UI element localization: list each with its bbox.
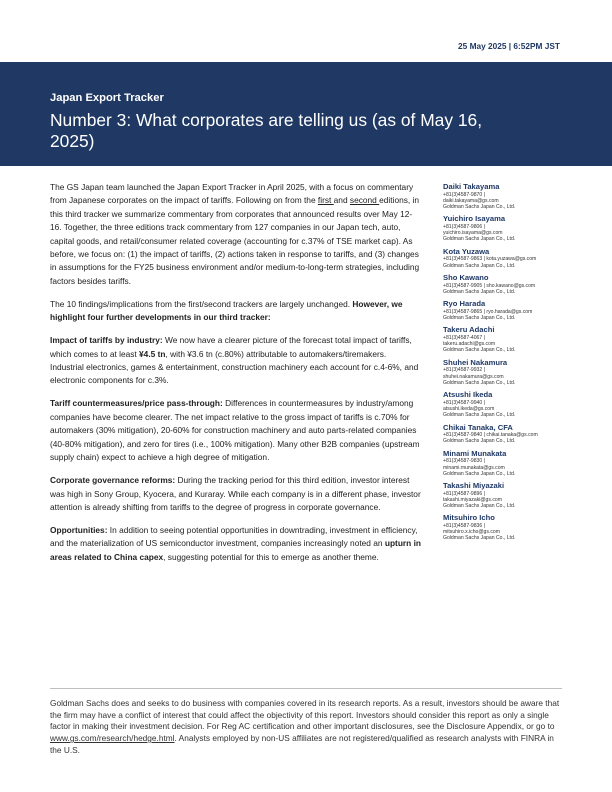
author-contact-line: Goldman Sachs Japan Co., Ltd. [443, 262, 516, 269]
author-contact-line: +81(3)4587-4067 | [443, 334, 485, 341]
author-name: Sho Kawano [443, 272, 489, 282]
author-contact-line: Goldman Sachs Japan Co., Ltd. [443, 204, 516, 210]
author-card [443, 214, 583, 242]
title-banner [0, 62, 612, 166]
report-body [50, 181, 421, 574]
summary-paragraph: The 10 findings/implications from the first/second trackers are largely unchanged. However, we highlight four further developments in our third tracker: [50, 298, 403, 323]
author-contact-line: +81(3)4587-9932 | [443, 367, 485, 374]
countermeasures-paragraph: Tariff countermeasures/price pass-through: Differences in countermeasures by industry/among companies have become clearer. The net impact relative to the gross impact of tariffs is c.70% for automakers (30% mitigation), 20-60% for construction machinery and auto parts-related companies (40-80% mitigation), and zero for tires (i.e., 100% mitigation). Many other B2B companies (upstream supply chain) expect to achieve a high degree of mitigation. [50, 398, 420, 463]
governance-heading: Corporate governance reforms: [50, 475, 176, 486]
author-name: Takashi Miyazaki [443, 481, 505, 491]
author-contact-line: shuhei.nakamura@gs.com [443, 373, 504, 380]
author-contact-line: takeru.adachi@gs.com [443, 341, 496, 348]
author-name: Kota Yuzawa [443, 246, 490, 256]
author-contact-line: Goldman Sachs Japan Co., Ltd. [443, 470, 516, 477]
opportunities-heading: Opportunities: [50, 524, 108, 535]
author-contact-line: Goldman Sachs Japan Co., Ltd. [443, 535, 516, 542]
disclosure-link[interactable]: www.gs.com/research/hedge.html [50, 733, 175, 744]
author-card [443, 449, 583, 477]
author-contact-line: +81(3)4587-9806 | [443, 223, 485, 230]
author-contact-line: +81(3)4587-9840 | chikai.tanaka@gs.com [443, 432, 538, 439]
author-card [443, 325, 583, 353]
page-title: Number 3: What corporates are telling us (as of May 16, 2025) [50, 110, 483, 151]
author-card [443, 247, 583, 269]
author-contact-line: Goldman Sachs Japan Co., Ltd. [443, 412, 516, 419]
author-contact-line: Goldman Sachs Japan Co., Ltd. [443, 236, 516, 243]
author-contact-line: +81(3)4587-9870 | [443, 191, 485, 198]
author-contact-line: Goldman Sachs Japan Co., Ltd. [443, 347, 516, 354]
intro-paragraph: The GS Japan team launched the Japan Export Tracker in April 2025, with a focus on commentary from Japanese corporates on the impact of tariffs. Following on from the first and second editions, in this third tracker we summarize commentary from corporates that announced results over May 12-16. Together, the three editions track commentary from 127 companies in our Japan tech, auto, capital goods, and retail/consumer related coverage (accounting for c.37% of TSE market cap). As before, we focus on: (1) the impact of tariffs, (2) actions taken in response to tariffs, and (3) changes in assumptions for the FY25 business environment and/or medium-to-long-term strategies, including factors besides tariffs. [50, 182, 420, 286]
author-contact-line: +81(3)4587-9905 | sho.kawano@gs.com [443, 282, 536, 289]
author-name: Chikai Tanaka, CFA [443, 422, 513, 432]
author-contact-line: atsushi.ikeda@gs.com [443, 405, 495, 412]
author-contact-line: +81(3)4587-9836 | [443, 523, 485, 530]
author-contact-line: mitsuhiro.x.icho@gs.com [443, 529, 500, 536]
author-card [443, 423, 583, 445]
author-card [443, 481, 583, 509]
author-name: Atsushi Ikeda [443, 390, 493, 400]
countermeasures-heading: Tariff countermeasures/price pass-through: [50, 398, 223, 409]
author-contact-line: Goldman Sachs Japan Co., Ltd. [443, 503, 516, 510]
author-contact-line: +81(3)4587-9940 | [443, 399, 485, 406]
author-contact-line: takashi.miyazaki@gs.com [443, 496, 502, 503]
author-name: Shuhei Nakamura [443, 357, 508, 367]
author-card [443, 299, 583, 321]
author-contact-line: daiki.takayama@gs.com [443, 197, 499, 204]
author-card [443, 273, 583, 295]
author-card [443, 513, 583, 541]
first-edition-link[interactable]: first [317, 195, 334, 206]
author-contact-line: minami.munakata@gs.com [443, 464, 505, 471]
author-card [443, 390, 583, 418]
series-name: Japan Export Tracker [50, 92, 164, 104]
author-contact-line: Goldman Sachs Japan Co., Ltd. [443, 288, 516, 295]
author-contact-line: Goldman Sachs Japan Co., Ltd. [443, 438, 516, 445]
author-name: Daiki Takayama [443, 182, 500, 191]
opportunities-paragraph: Opportunities: In addition to seeing potential opportunities in downtrading, investment in efficiency, and the materialization of US semiconductor investment, companies increasingly noted an upturn in areas related to China capex, suggesting potential for this to emerge as another theme. [50, 524, 422, 562]
author-name: Takeru Adachi [443, 325, 495, 335]
disclaimer: Goldman Sachs does and seeks to do business with companies covered in its research reports. As a result, investors should be aware that the firm may have a conflict of interest that could affect the objectivity of this report. Investors should consider this report as only a single factor in making their investment decision. For Reg AC certification and other important disclosures, see the Disclosure Appendix, or go to www.gs.com/research/hedge.html. Analysts employed by non-US affiliates are not registered/qualified as research analysts with FINRA in the U.S. [50, 698, 560, 755]
author-contact-line: +81(3)4587-9863 | kota.yuzawa@gs.com [443, 256, 537, 263]
author-name: Yuichiro Isayama [443, 214, 506, 224]
author-contact-line: Goldman Sachs Japan Co., Ltd. [443, 379, 516, 386]
author-contact-line: yuichiro.isayama@gs.com [443, 230, 503, 237]
author-name: Mitsuhiro Icho [443, 513, 495, 523]
author-card [443, 182, 583, 210]
author-list [443, 182, 583, 546]
report-date: 25 May 2025 | 6:52PM JST [458, 41, 560, 51]
author-contact-line: +81(3)4587-9896 | [443, 490, 485, 497]
tariff-impact-paragraph: Impact of tariffs by industry: We now have a clearer picture of the forecast total impact of tariffs, which comes to at least ¥4.5 tn, with ¥3.6 tn (c.80%) attributable to automakers/tiremakers. Industrial electronics, games & entertainment, construction machinery each account for c.4-6%, and electronic components for c.3%. [50, 335, 419, 386]
author-contact-line: +81(3)4587-9830 | [443, 458, 485, 465]
author-name: Ryo Harada [443, 299, 486, 309]
author-card [443, 358, 583, 386]
divider [50, 688, 562, 689]
governance-paragraph: Corporate governance reforms: During the tracking period for this third edition, investor interest was high in Sony Group, Kyocera, and Kuraray. While each company is in a different phase, investor attention is already shifting from tariffs to the degree of progress in corporate governance. [50, 475, 421, 512]
author-contact-line: +81(3)4587-9865 | ryo.harada@gs.com [443, 308, 533, 315]
author-name: Minami Munakata [443, 448, 507, 458]
author-contact-line: Goldman Sachs Japan Co., Ltd. [443, 314, 516, 321]
second-edition-link[interactable]: second [349, 195, 380, 206]
tariff-impact-heading: Impact of tariffs by industry: [50, 335, 163, 346]
